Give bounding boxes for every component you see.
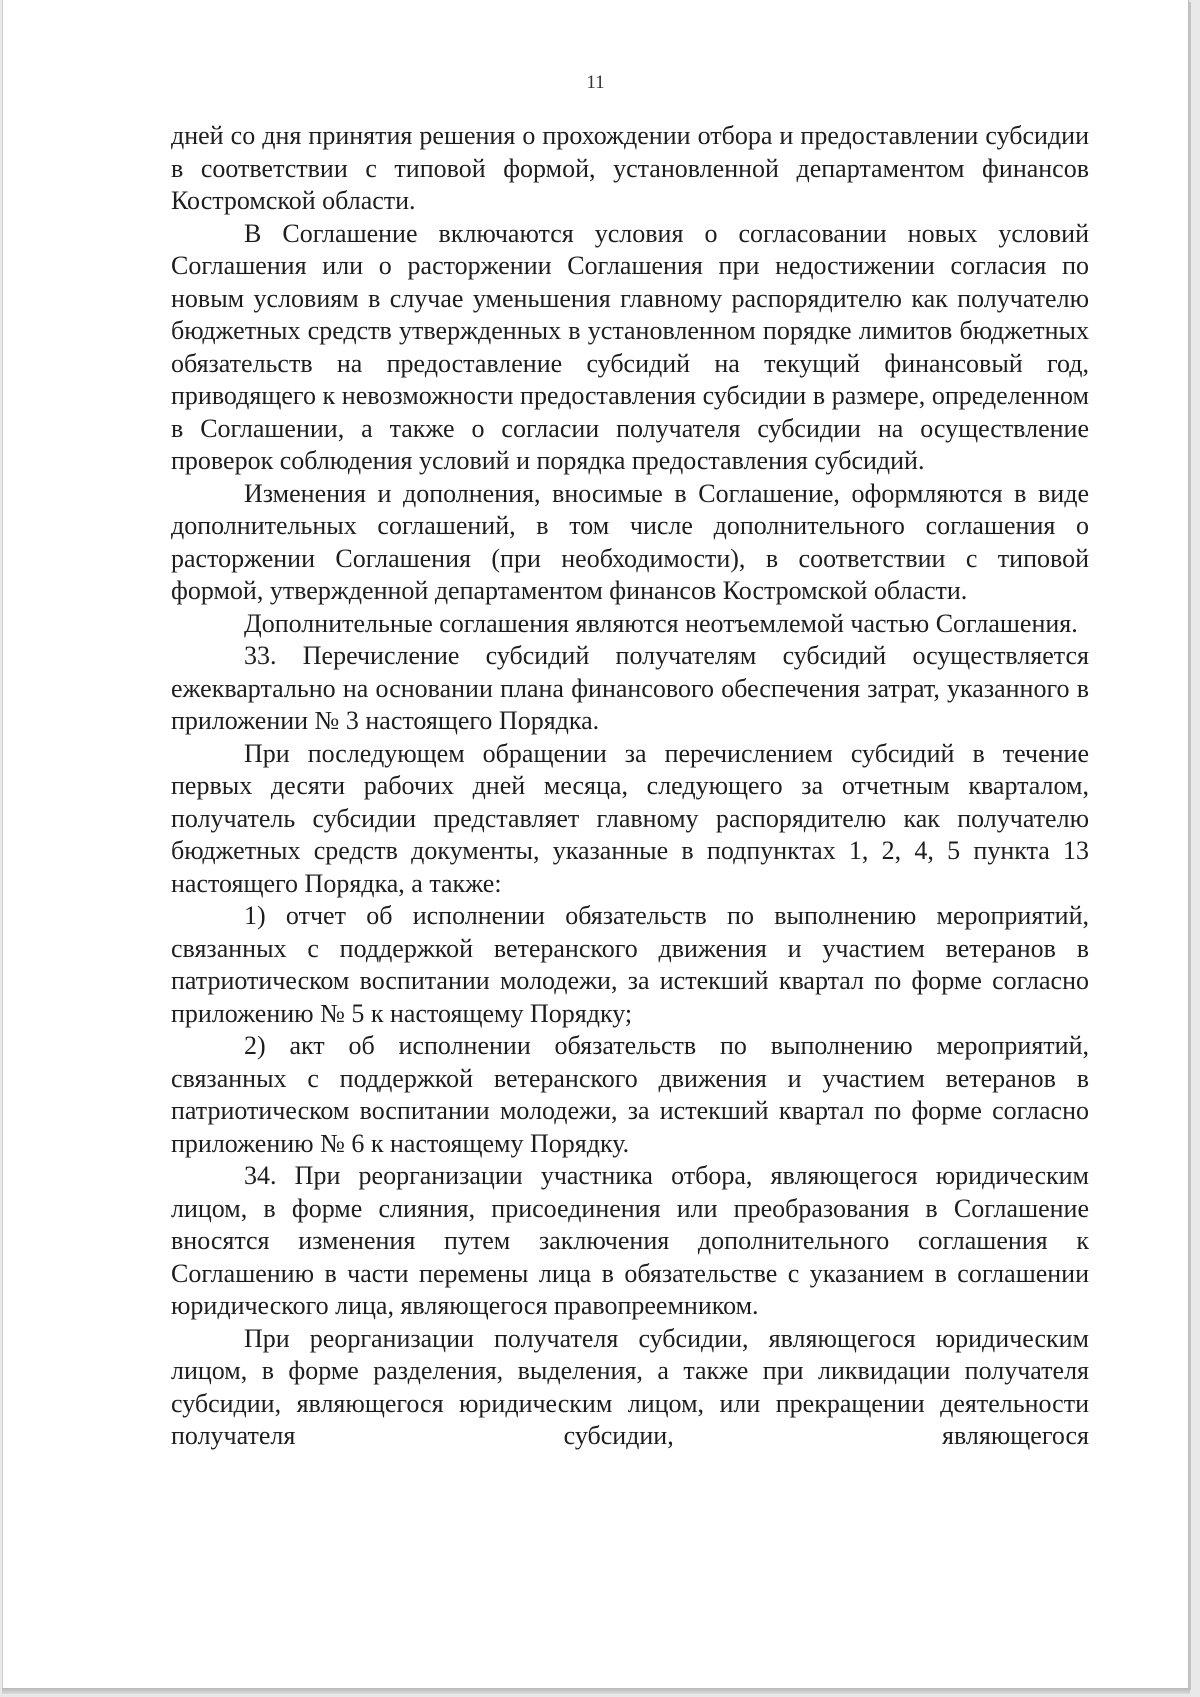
paragraph: Дополнительные соглашения являются неотъемлемой частью Соглашения. — [244, 608, 1078, 638]
paragraph: 1) отчет об исполнении обязательств по выполнению мероприятий, связанных с поддержкой ветеранского движения и участием ветеранов в патриотическом воспитании молодежи, за истекший квартал по форме согласно приложению № 5 к настоящему Порядку; — [171, 901, 1089, 1028]
paragraph: дней со дня принятия решения о прохождении отбора и предоставлении субсидии в соответствии с типовой формой, установленной департаментом финансов Костромской области. — [171, 121, 1089, 215]
paragraph: Изменения и дополнения, вносимые в Соглашение, оформляются в виде дополнительных соглашений, в том числе дополнительного соглашения о расторжении Соглашения (при необходимости), в соответствии с типовой формой, утвержденной департаментом финансов Костромской области. — [171, 478, 1089, 605]
document-body — [171, 120, 1089, 1453]
document-page — [2, 0, 1189, 1688]
paragraph: 33. Перечисление субсидий получателям субсидий осуществляется ежеквартально на основании плана финансового обеспечения затрат, указанного в приложении № 3 настоящего Порядка. — [171, 641, 1089, 735]
paragraph: 34. При реорганизации участника отбора, являющегося юридическим лицом, в форме слияния, присоединения или преобразования в Соглашение вносятся изменения путем заключения дополнительного соглашения к Соглашению в части перемены лица в обязательстве с указанием в соглашении юридического лица, являющегося правопреемником. — [171, 1161, 1089, 1320]
paragraph: В Соглашение включаются условия о согласовании новых условий Соглашения или о расторжении Соглашения при недостижении согласия по новым условиям в случае уменьшения главному распорядителю как получателю бюджетных средств утвержденных в установленном порядке лимитов бюджетных обязательств на предоставление субсидий на текущий финансовый год, приводящего к невозможности предоставления субсидии в размере, определенном в Соглашении, а также о согласии получателя субсидии на осуществление проверок соблюдения условий и порядка предоставления субсидий. — [171, 218, 1089, 475]
paragraph: При реорганизации получателя субсидии, являющегося юридическим лицом, в форме разделения, выделения, а также при ликвидации получателя субсидии, являющегося юридическим лицом, или прекращении деятельности получателя субсидии, являющегося — [171, 1323, 1089, 1450]
paragraph: 2) акт об исполнении обязательств по выполнению мероприятий, связанных с поддержкой ветеранского движения и участием ветеранов в патриотическом воспитании молодежи, за истекший квартал по форме согласно приложению № 6 к настоящему Порядку. — [171, 1031, 1089, 1158]
page-number: 11 — [586, 72, 605, 93]
page-bottom-edge — [2, 1688, 1190, 1694]
paragraph: При последующем обращении за перечислением субсидий в течение первых десяти рабочих дней месяца, следующего за отчетным кварталом, получатель субсидии представляет главному распорядителю как получателю бюджетных средств документы, указанные в подпунктах 1, 2, 4, 5 пункта 13 настоящего Порядка, а также: — [171, 738, 1089, 898]
